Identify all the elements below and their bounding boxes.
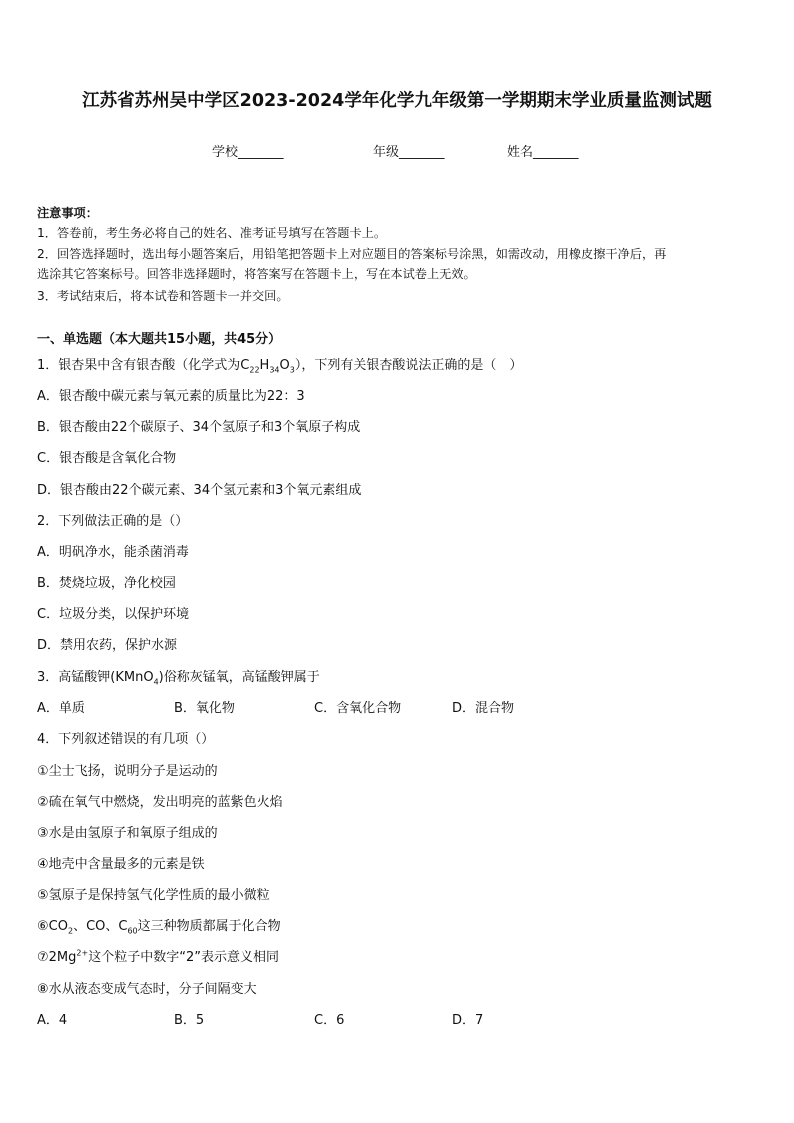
school-field: 学校_______ [212, 145, 284, 160]
question-2-option-a: A．明矾净水，能杀菌消毒 [37, 545, 189, 560]
question-3-option-d: D．混合物 [452, 701, 515, 716]
question-1-option-a: A．银杏酸中碳元素与氧元素的质量比为22：3 [37, 389, 305, 404]
question-3-option-b: B．氧化物 [174, 701, 235, 716]
question-4-option-d: D．7 [452, 1013, 484, 1028]
note-item: 2．回答选择题时，选出每小题答案后，用铅笔把答题卡上对应题目的答案标号涂黑，如需改动，用橡皮擦干净后，再 [37, 247, 667, 261]
grade-field: 年级_______ [373, 145, 445, 160]
note-item: 1．答卷前，考生务必将自己的姓名、准考证号填写在答题卡上。 [37, 226, 387, 240]
question-4-item: $⑥CO_2$、CO、$C_{60}$这三种物质都属于化合物 [37, 919, 281, 936]
question-2-option-b: B．焚烧垃圾，净化校园 [37, 576, 176, 591]
question-4-option-a: A．4 [37, 1013, 68, 1028]
question-2-stem: 2．下列做法正确的是（） [37, 514, 189, 529]
question-4-item: $⑦2Mg^{2+}$这个粒子中数字“2”表示意义相同 [37, 948, 279, 965]
question-4-item: ⑤氢原子是保持氢气化学性质的最小微粒 [37, 888, 270, 903]
notes-heading: 注意事项： [37, 206, 98, 220]
question-1-option-d: D．银杏酸由22个碳元素、34个氢元素和3个氧元素组成 [37, 483, 362, 498]
name-field: 姓名_______ [507, 145, 579, 160]
question-1-option-c: C．银杏酸是含氧化合物 [37, 451, 177, 466]
question-4-stem: 4．下列叙述错误的有几项（） [37, 732, 215, 747]
question-1-stem: 1．银杏果中含有银杏酸（化学式为$C_{22}H_{34}O_3$），下列有关银杏酸说法正确的是（ ） [37, 358, 523, 375]
question-1-option-b: B．银杏酸由22个碳原子、34个氢原子和3个氧原子构成 [37, 420, 361, 435]
note-item: 3．考试结束后，将本试卷和答题卡一并交回。 [37, 289, 289, 303]
question-4-option-c: C．6 [314, 1013, 345, 1028]
question-4-item: ①尘士飞扬，说明分子是运动的 [37, 764, 218, 779]
student-info-row [0, 141, 794, 161]
section-heading: 一、单选题（本大题共15小题，共45分） [37, 332, 282, 347]
page-title: 江苏省苏州吴中学区2023-2024学年化学九年级第一学期期末学业质量监测试题 [82, 91, 712, 111]
question-4-item: ④地壳中含量最多的元素是铁 [37, 857, 205, 872]
question-3-stem: 3．高锰酸钾(KMnO$_4$)俗称灰锰氧，高锰酸钾属于 [37, 670, 320, 687]
question-4-option-b: B．5 [174, 1013, 205, 1028]
question-4-item: ⑧水从液态变成气态时，分子间隔变大 [37, 982, 257, 997]
question-2-option-c: C．垃圾分类，以保护环境 [37, 607, 190, 622]
question-3-option-a: A．单质 [37, 701, 85, 716]
question-2-option-d: D．禁用农药，保护水源 [37, 638, 178, 653]
question-3-option-c: C．含氧化合物 [314, 701, 402, 716]
note-item: 选涂其它答案标号。回答非选择题时，将答案写在答题卡上，写在本试卷上无效。 [37, 267, 476, 281]
question-4-item: ②硫在氧气中燃烧，发出明亮的蓝紫色火焰 [37, 795, 283, 810]
question-4-item: ③水是由氢原子和氧原子组成的 [37, 826, 218, 841]
